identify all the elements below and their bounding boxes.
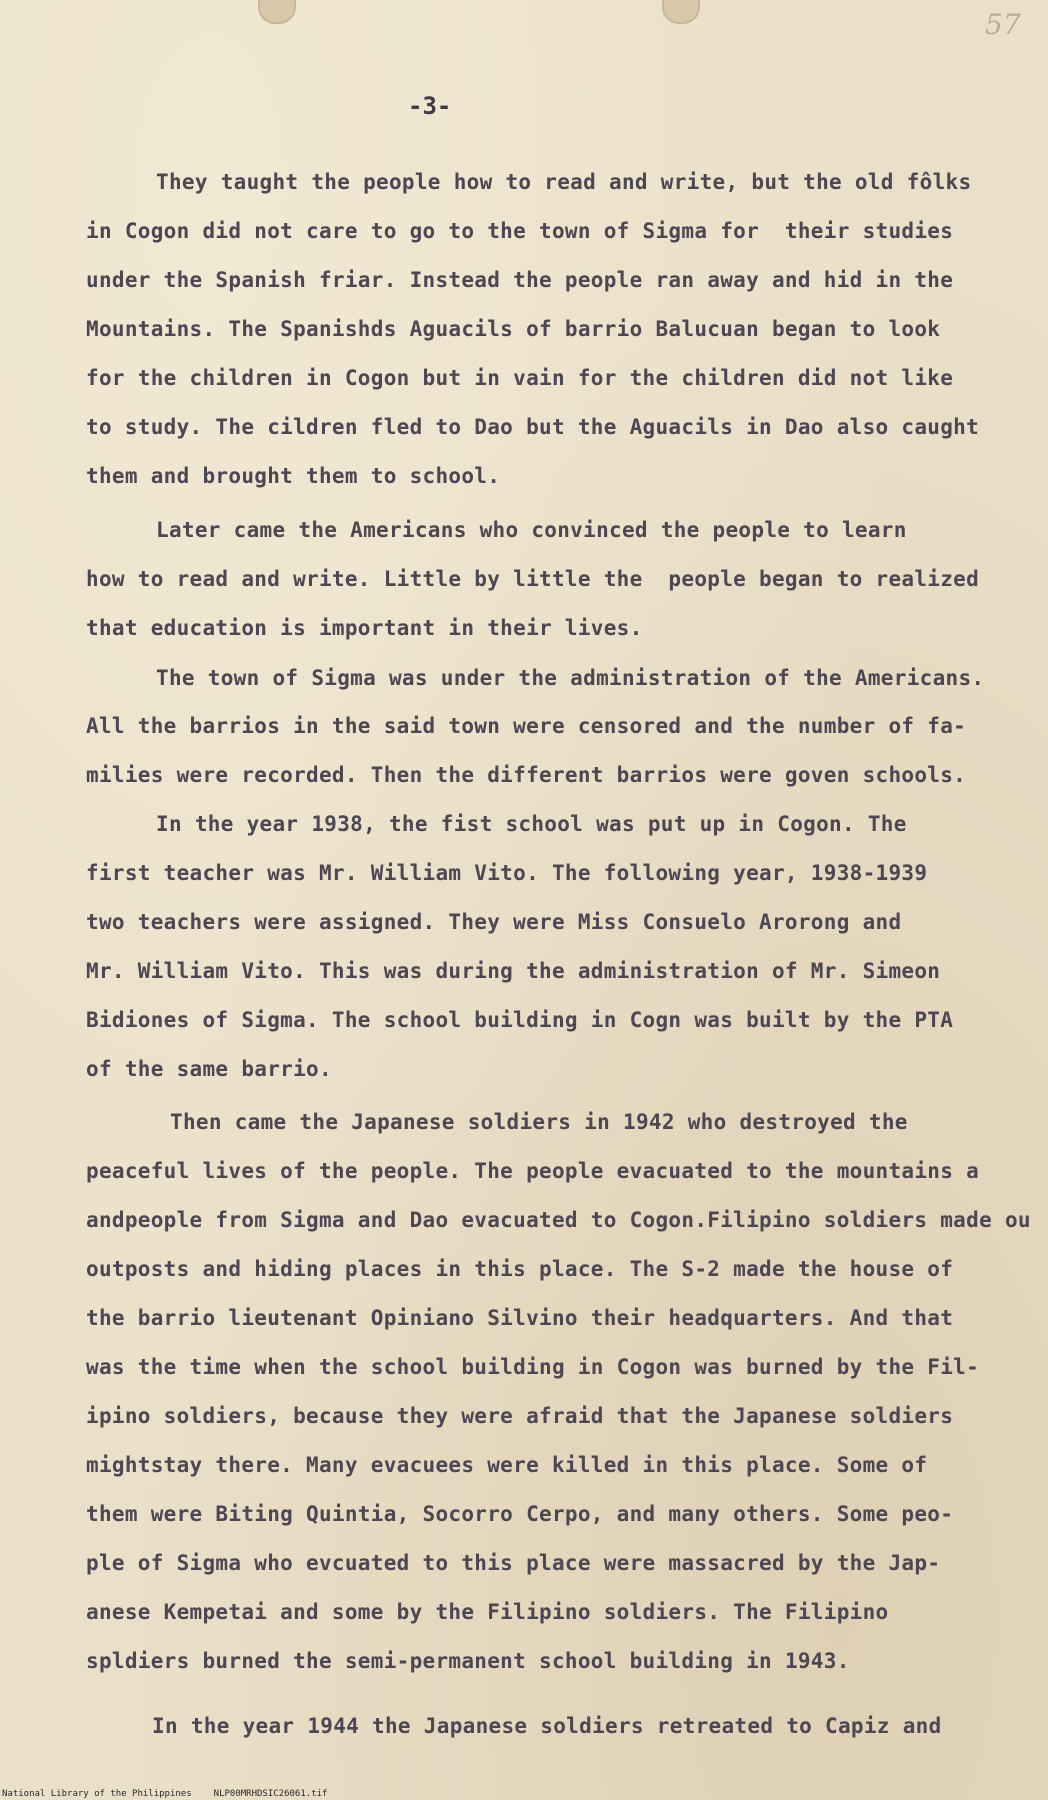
text-line: Then came the Japanese soldiers in 1942 who destroyed the bbox=[170, 1110, 908, 1134]
page-number: -3- bbox=[408, 92, 452, 120]
text-line: Later came the Americans who convinced the people to learn bbox=[156, 518, 907, 542]
text-line: them were Biting Quintia, Socorro Cerpo, and many others. Some peo- bbox=[86, 1502, 954, 1526]
text-line: was the time when the school building in Cogon was burned by the Fil- bbox=[86, 1355, 980, 1379]
text-line: anese Kempetai and some by the Filipino soldiers. The Filipino bbox=[86, 1600, 889, 1624]
text-line: for the children in Cogon but in vain for the children did not like bbox=[86, 366, 954, 390]
text-line: outposts and hiding places in this place. The S-2 made the house of bbox=[86, 1257, 954, 1281]
text-line: to study. The cildren fled to Dao but the Aguacils in Dao also caught bbox=[86, 415, 980, 439]
text-line: Mountains. The Spanishds Aguacils of barrio Balucuan began to look bbox=[86, 317, 941, 341]
text-line: two teachers were assigned. They were Miss Consuelo Arorong and bbox=[86, 910, 902, 934]
text-line: In the year 1938, the fist school was put up in Cogon. The bbox=[156, 812, 907, 836]
text-line: The town of Sigma was under the administration of the Americans. bbox=[156, 666, 985, 690]
text-line: under the Spanish friar. Instead the people ran away and hid in the bbox=[86, 268, 954, 292]
text-line: mightstay there. Many evacuees were killed in this place. Some of bbox=[86, 1453, 928, 1477]
text-line: In the year 1944 the Japanese soldiers retreated to Capiz and bbox=[152, 1714, 942, 1738]
text-line: that education is important in their lives. bbox=[86, 616, 643, 640]
text-line: They taught the people how to read and write, but the old fôlks bbox=[156, 170, 972, 194]
text-line: peaceful lives of the people. The people evacuated to the mountains a bbox=[86, 1159, 980, 1183]
text-line: them and brought them to school. bbox=[86, 464, 501, 488]
text-line: first teacher was Mr. William Vito. The following year, 1938-1939 bbox=[86, 861, 928, 885]
text-line: andpeople from Sigma and Dao evacuated to Cogon.Filipino soldiers made ou bbox=[86, 1208, 1031, 1232]
footer-library: National Library of the Philippines bbox=[2, 1789, 192, 1799]
text-line: the barrio lieutenant Opiniano Silvino their headquarters. And that bbox=[86, 1306, 954, 1330]
text-line: in Cogon did not care to go to the town of Sigma for their studies bbox=[86, 219, 954, 243]
text-line: ple of Sigma who evcuated to this place were massacred by the Jap- bbox=[86, 1551, 941, 1575]
text-line: Bidiones of Sigma. The school building in Cogn was built by the PTA bbox=[86, 1008, 954, 1032]
binder-hole-left bbox=[258, 0, 296, 24]
binder-hole-right bbox=[662, 0, 700, 24]
text-line: ipino soldiers, because they were afraid that the Japanese soldiers bbox=[86, 1404, 954, 1428]
text-line: All the barrios in the said town were censored and the number of fa- bbox=[86, 714, 967, 738]
scan-footer bbox=[2, 1789, 327, 1799]
text-line: spldiers burned the semi-permanent school building in 1943. bbox=[86, 1649, 850, 1673]
text-line: how to read and write. Little by little the people began to realized bbox=[86, 567, 980, 591]
text-line: of the same barrio. bbox=[86, 1057, 332, 1081]
text-line: Mr. William Vito. This was during the administration of Mr. Simeon bbox=[86, 959, 941, 983]
text-line: milies were recorded. Then the different barrios were goven schools. bbox=[86, 763, 967, 787]
footer-file-id: NLP00MRHDSIC26061.tif bbox=[213, 1789, 328, 1799]
folio-mark: 57 bbox=[985, 8, 1021, 41]
